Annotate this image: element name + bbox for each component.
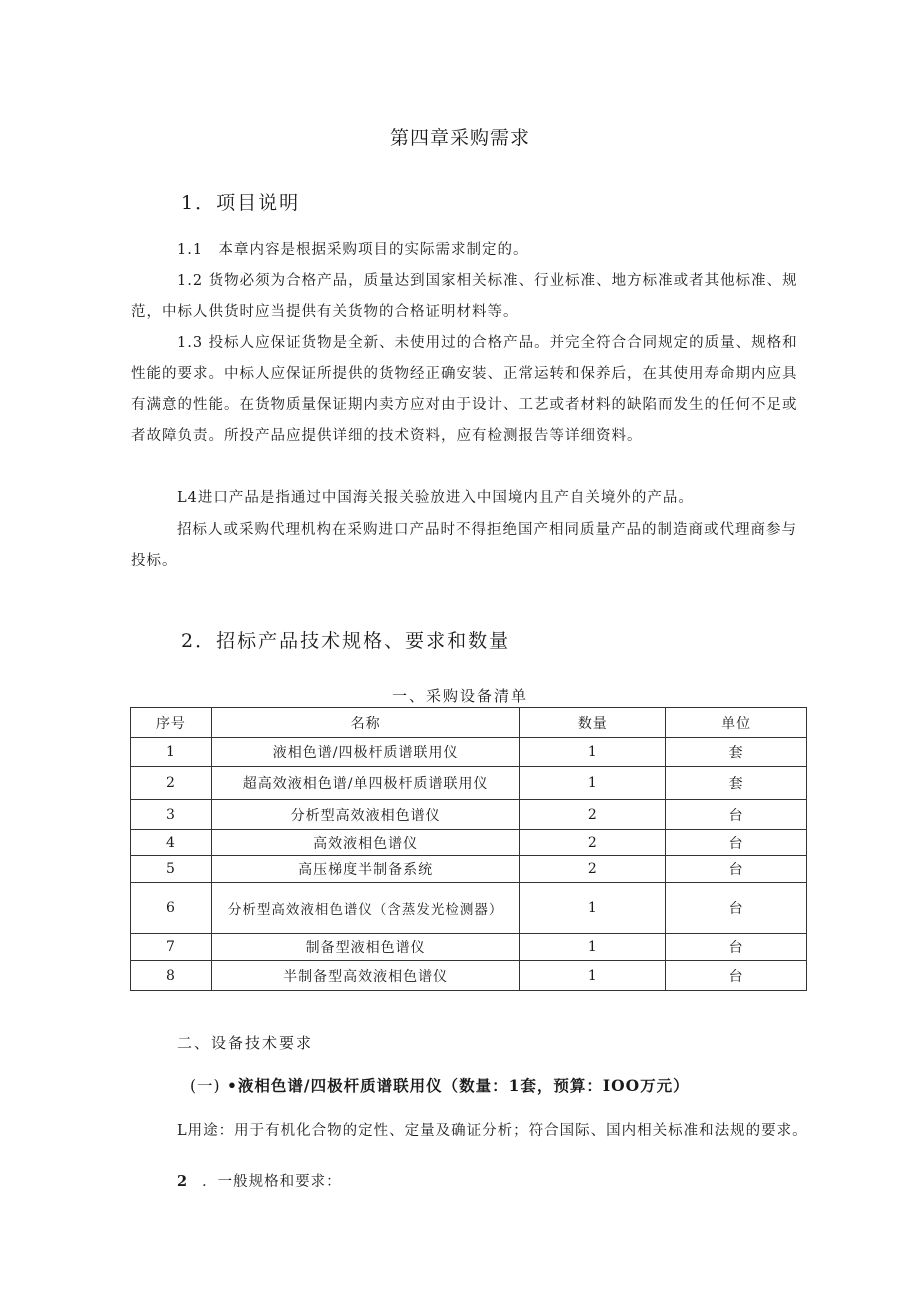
subsection-1-title	[190, 1074, 690, 1096]
cell-name: 液相色谱/四极杆质谱联用仪	[211, 738, 520, 767]
cell-quantity: 2	[520, 830, 666, 856]
table-row	[131, 961, 807, 991]
cell-quantity: 1	[520, 883, 666, 934]
table-row	[131, 738, 807, 767]
cell-quantity: 1	[520, 961, 666, 991]
cell-index: 7	[131, 934, 212, 961]
cell-unit: 台	[666, 830, 807, 856]
table-header-row	[131, 708, 807, 738]
table-row	[131, 800, 807, 830]
cell-name: 分析型高效液相色谱仪（含蒸发光检测器）	[211, 883, 520, 934]
paragraph-1-4: L4进口产品是指通过中国海关报关验放进入中国境内且产自关境外的产品。	[177, 490, 694, 506]
cell-name: 分析型高效液相色谱仪	[211, 800, 520, 830]
general-spec-label: ．一般规格和要求：	[202, 1174, 342, 1190]
cell-unit: 套	[666, 767, 807, 800]
cell-index: 4	[131, 830, 212, 856]
header-index: 序号	[131, 708, 212, 738]
tech-requirements-heading: 二、设备技术要求	[177, 1034, 314, 1052]
cell-quantity: 2	[520, 800, 666, 830]
table-row	[131, 883, 807, 934]
cell-unit: 台	[666, 883, 807, 934]
cell-name: 高压梯度半制备系统	[211, 856, 520, 883]
table-row	[131, 830, 807, 856]
cell-unit: 台	[666, 934, 807, 961]
chapter-title: 第四章采购需求	[389, 127, 530, 149]
cell-quantity: 1	[520, 934, 666, 961]
equipment-table	[130, 707, 807, 991]
cell-unit: 台	[666, 800, 807, 830]
general-spec-line	[177, 1170, 342, 1191]
cell-unit: 台	[666, 961, 807, 991]
cell-unit: 台	[666, 856, 807, 883]
usage-paragraph: L用途：用于有机化合物的定性、定量及确证分析；符合国际、国内相关标准和法规的要求。	[177, 1123, 808, 1139]
cell-name: 制备型液相色谱仪	[211, 934, 520, 961]
subsection-1-text: •液相色谱/四极杆质谱联用仪（数量：1套，预算：IOO万元）	[227, 1076, 690, 1095]
general-spec-number: 2	[177, 1173, 189, 1190]
header-unit: 单位	[666, 708, 807, 738]
table-caption: 一、采购设备清单	[391, 687, 528, 705]
table-row	[131, 767, 807, 800]
cell-index: 1	[131, 738, 212, 767]
cell-quantity: 1	[520, 767, 666, 800]
cell-name: 半制备型高效液相色谱仪	[211, 961, 520, 991]
cell-quantity: 1	[520, 738, 666, 767]
table-row	[131, 856, 807, 883]
subsection-1-prefix: (一)	[190, 1077, 221, 1095]
cell-index: 6	[131, 883, 212, 934]
cell-index: 5	[131, 856, 212, 883]
cell-index: 8	[131, 961, 212, 991]
header-quantity: 数量	[520, 708, 666, 738]
cell-unit: 套	[666, 738, 807, 767]
cell-index: 2	[131, 767, 212, 800]
paragraph-1-2: 1.2 货物必须为合格产品，质量达到国家相关标准、行业标准、地方标准或者其他标准、规范，中标人供货时应当提供有关货物的合格证明材料等。	[131, 273, 798, 320]
paragraph-1-5: 招标人或采购代理机构在采购进口产品时不得拒绝国产相同质量产品的制造商或代理商参与投标。	[131, 522, 797, 569]
header-name: 名称	[211, 708, 520, 738]
cell-name: 超高效液相色谱/单四极杆质谱联用仪	[211, 767, 520, 800]
paragraph-1-3: 1.3 投标人应保证货物是全新、未使用过的合格产品。并完全符合合同规定的质量、规格和性能的要求。中标人应保证所提供的货物经正确安装、正常运转和保养后，在其使用寿命期内应具有满意的性能。在货物质量保证期内卖方应对由于设计、工艺或者材料的缺陷而发生的任何不足或者故障负责。所投产品应提供详细的技术资料，应有检测报告等详细资料。	[131, 335, 798, 444]
paragraph-1-1: 1.1 本章内容是根据采购项目的实际需求制定的。	[177, 242, 529, 258]
cell-name: 高效液相色谱仪	[211, 830, 520, 856]
section2-heading: 2．招标产品技术规格、要求和数量	[181, 630, 511, 652]
cell-quantity: 2	[520, 856, 666, 883]
section1-heading: 1．项目说明	[181, 192, 301, 214]
cell-index: 3	[131, 800, 212, 830]
table-row	[131, 934, 807, 961]
